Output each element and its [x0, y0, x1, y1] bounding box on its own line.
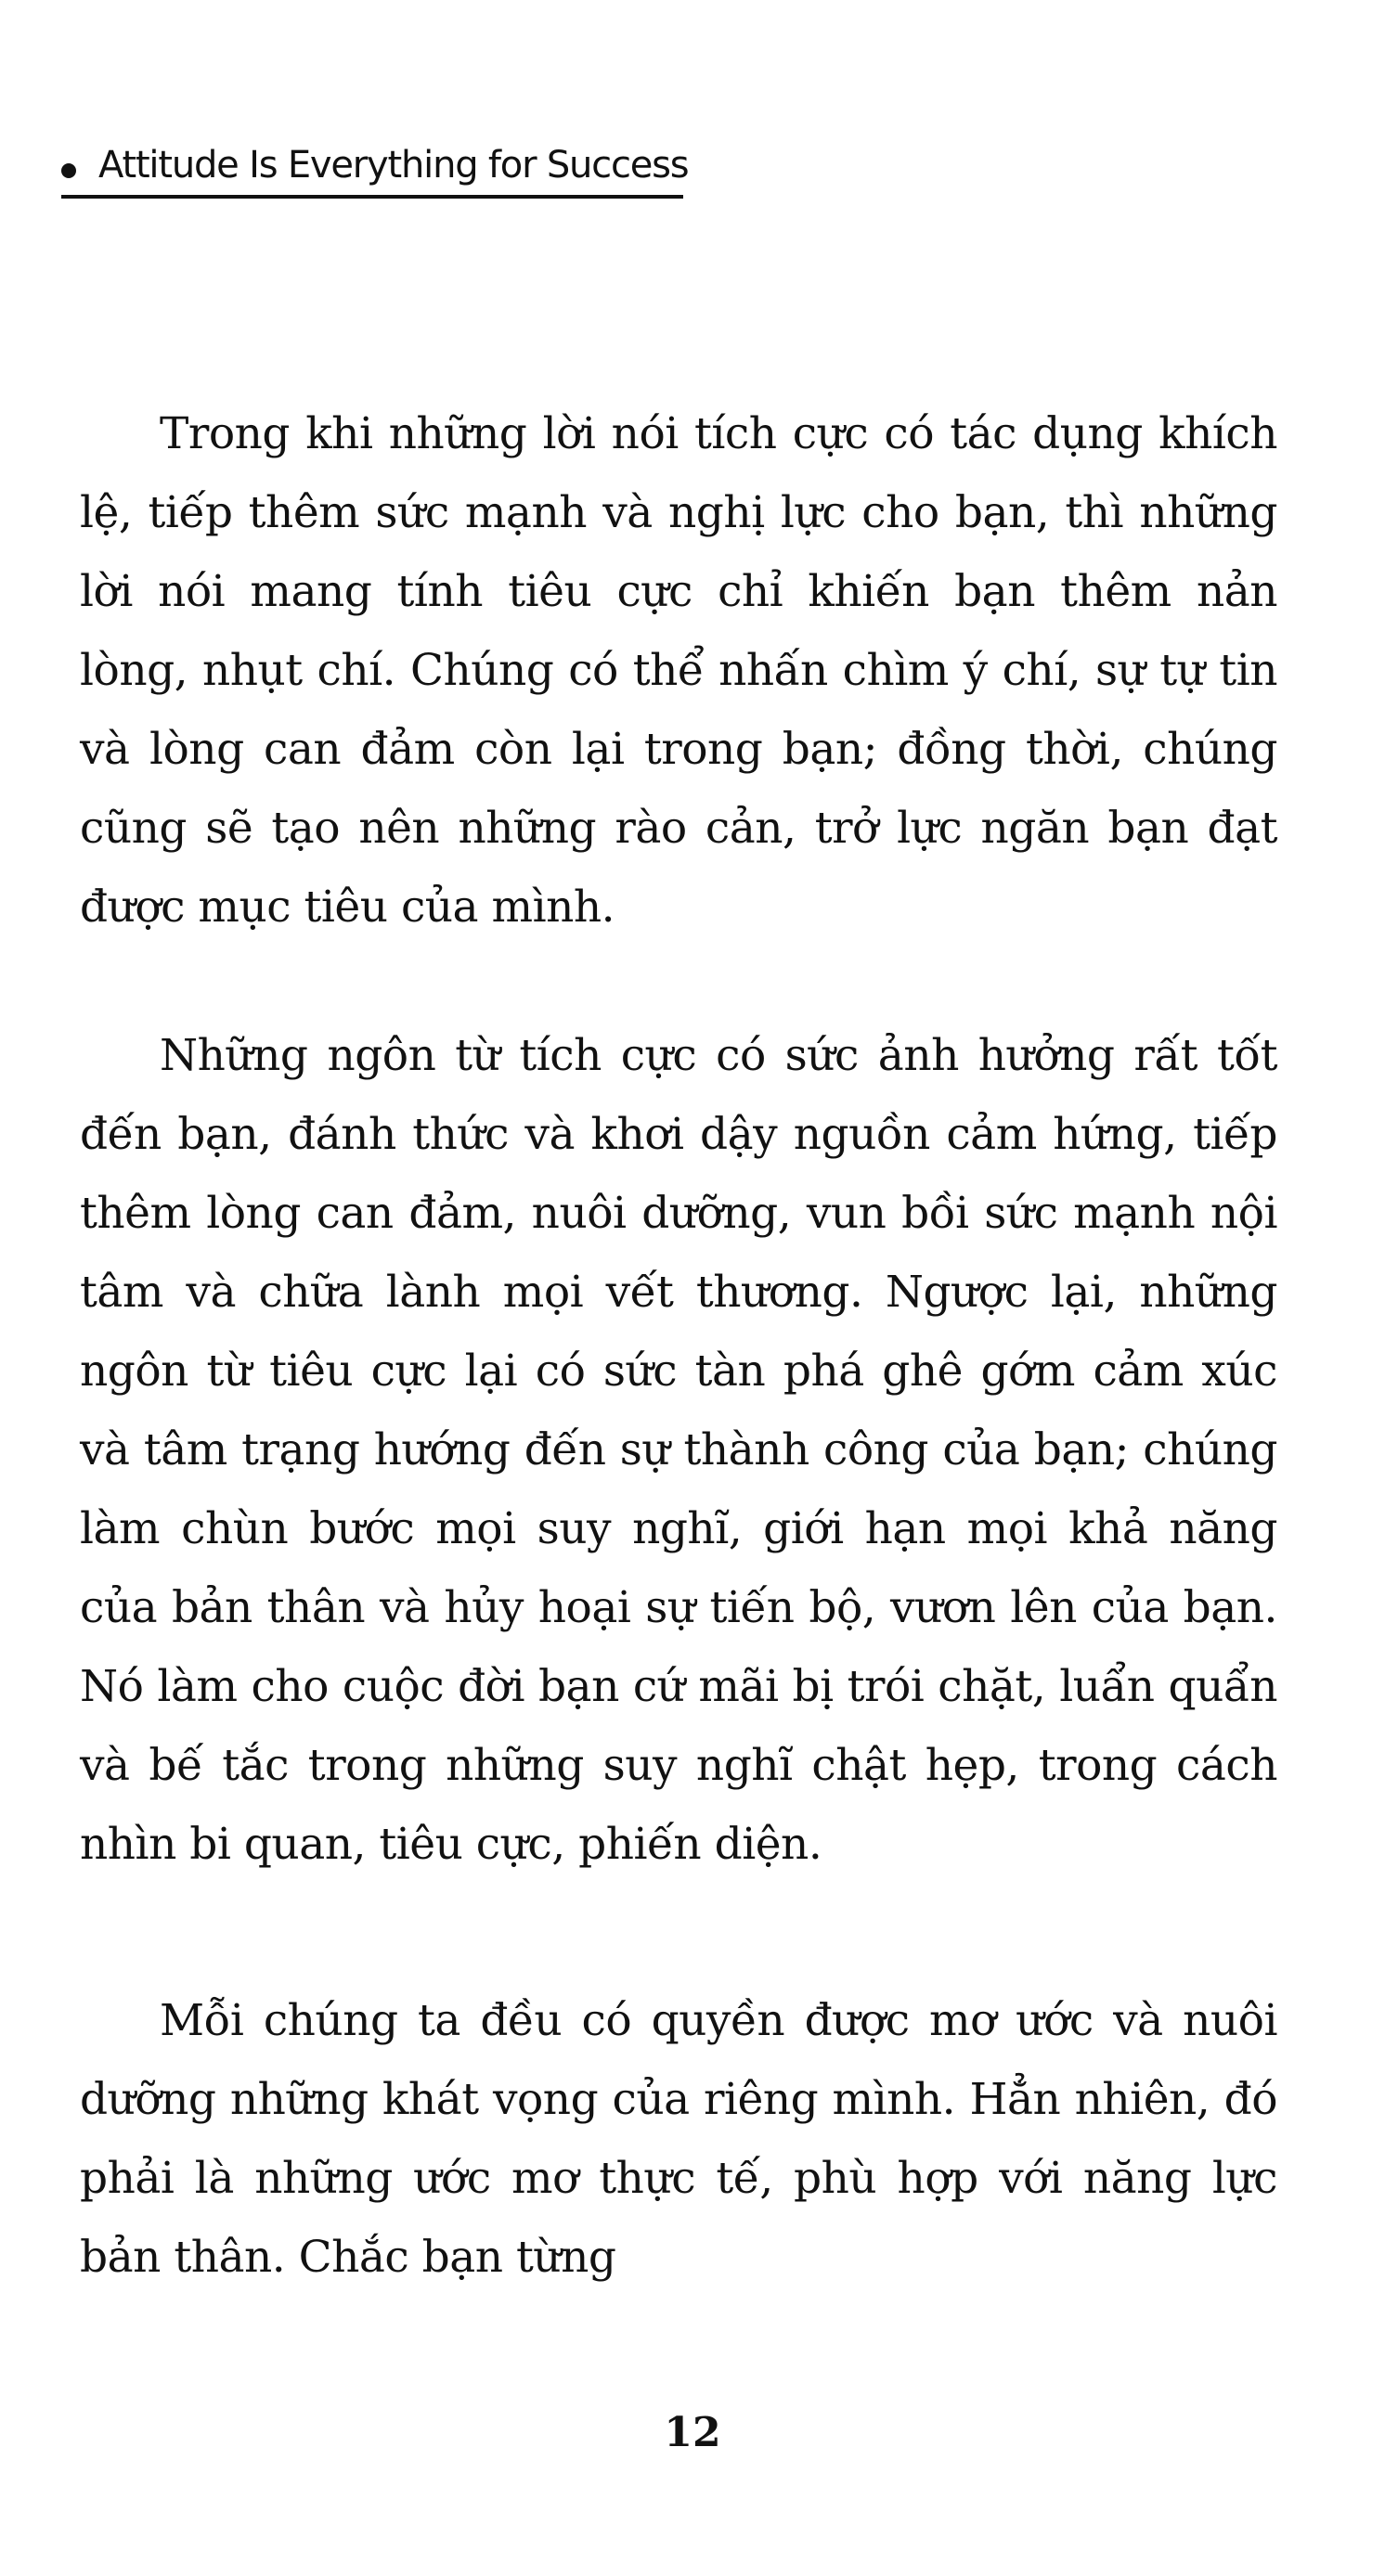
header-rule — [61, 195, 683, 199]
paragraph-2: Những ngôn từ tích cực có sức ảnh hưởng rất tốt đến bạn, đánh thức và khơi dậy nguồn cảm hứng, tiếp thêm lòng can đảm, nuôi dưỡng, vun bồi sức mạnh nội tâm và chữa lành mọi vết thương. Ngược lại, những ngôn từ tiêu cực lại có sức tàn phá ghê gớm cảm xúc và tâm trạng hướng đến sự thành công của bạn; chúng làm chùn bước mọi suy nghĩ, giới hạn mọi khả năng của bản thân và hủy hoại sự tiến bộ, vươn lên của bạn. Nó làm cho cuộc đời bạn cứ mãi bị trói chặt, luẩn quẩn và bế tắc trong những suy nghĩ chật hẹp, trong cách nhìn bi quan, tiêu cực, phiến diện. — [80, 1030, 1277, 1870]
bullet-icon — [61, 163, 76, 178]
paragraph-3: Mỗi chúng ta đều có quyền được mơ ước và nuôi dưỡng những khát vọng của riêng mình. Hẳn nhiên, đó phải là những ước mơ thực tế, phù hợp với năng lực bản thân. Chắc bạn từng — [80, 1995, 1277, 2283]
page-number: 12 — [664, 2409, 721, 2456]
running-title: Attitude Is Everything for Success — [98, 144, 689, 187]
running-header — [61, 137, 689, 202]
paragraph-1: Trong khi những lời nói tích cực có tác dụng khích lệ, tiếp thêm sức mạnh và nghị lực cho bạn, thì những lời nói mang tính tiêu cực chỉ khiến bạn thêm nản lòng, nhụt chí. Chúng có thể nhấn chìm ý chí, sự tự tin và lòng can đảm còn lại trong bạn; đồng thời, chúng cũng sẽ tạo nên những rào cản, trở lực ngăn bạn đạt được mục tiêu của mình. — [80, 408, 1277, 933]
